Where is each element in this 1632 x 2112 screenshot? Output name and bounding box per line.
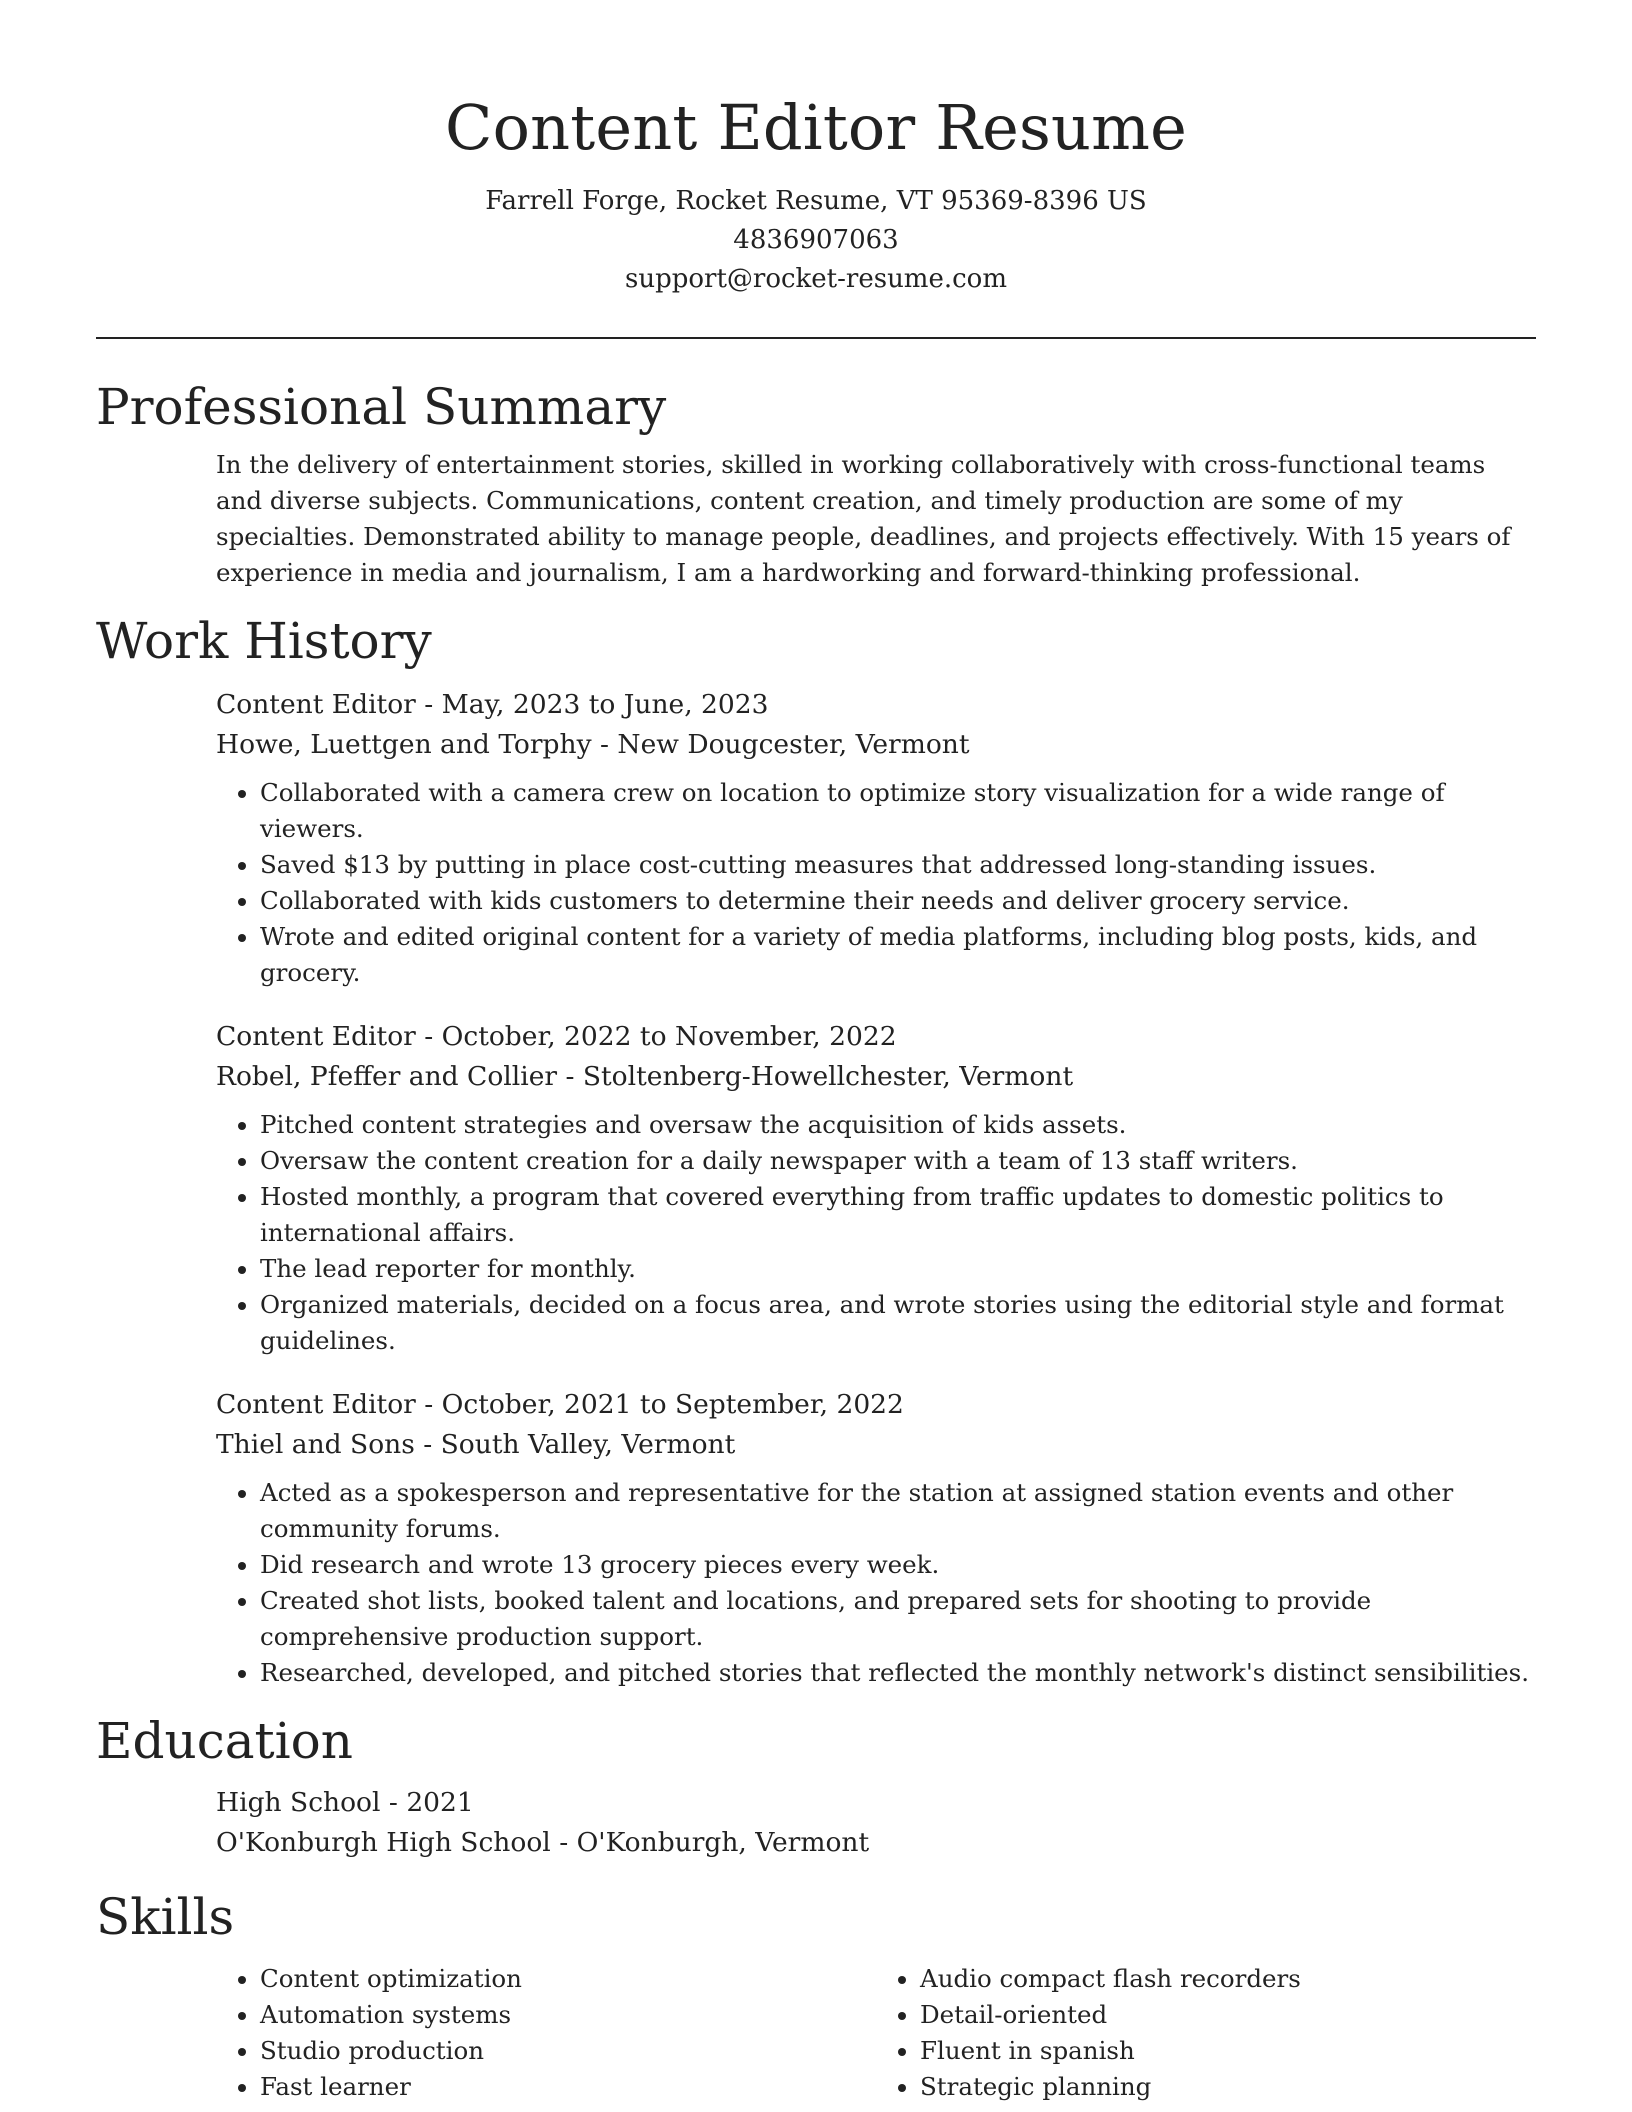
job-location: South Valley, Vermont [440, 1429, 736, 1460]
section-work-history [96, 609, 1536, 1691]
job-entry [216, 1017, 1536, 1359]
section-professional-summary [96, 375, 1536, 591]
section-education [96, 1709, 1536, 1863]
skill-item: • Studio production [260, 2033, 876, 2069]
education-degree: High School [216, 1787, 381, 1818]
job-dates: October, 2022 to November, 2022 [441, 1021, 897, 1052]
job-entry [216, 685, 1536, 991]
job-bullet: • Acted as a spokesperson and representative for the station at assigned station events and other community forums. [260, 1475, 1536, 1547]
section-skills [96, 1885, 1536, 2105]
job-bullet: • Saved $13 by putting in place cost-cutting measures that addressed long-standing issues. [260, 847, 1536, 883]
job-dates: May, 2023 to June, 2023 [441, 689, 769, 720]
section-heading: Work History [96, 612, 432, 670]
job-entry [216, 1385, 1536, 1691]
job-company-line: Thiel and Sons - South Valley, Vermont [216, 1429, 736, 1460]
resume-header [96, 0, 1536, 299]
skill-item: • Fluent in spanish [920, 2033, 1536, 2069]
skills-list-right [876, 1961, 1536, 2105]
job-title: Content Editor [216, 689, 416, 720]
section-heading: Skills [96, 1888, 235, 1946]
job-title: Content Editor [216, 1021, 416, 1052]
job-location: Stoltenberg-Howellchester, Vermont [582, 1061, 1074, 1092]
skill-item: • Content optimization [260, 1961, 876, 1997]
education-year: 2021 [406, 1787, 474, 1818]
contact-email: support@rocket-resume.com [624, 264, 1007, 294]
resume-page [96, 0, 1536, 2105]
job-bullet: • Wrote and edited original content for a variety of media platforms, including blog posts, kids, and grocery. [260, 919, 1536, 991]
header-divider [96, 337, 1536, 339]
skill-item: • Audio compact flash recorders [920, 1961, 1536, 1997]
skill-item: • Strategic planning [920, 2069, 1536, 2105]
skills-list-left [216, 1961, 876, 2105]
job-bullets [216, 1475, 1536, 1691]
summary-text: In the delivery of entertainment stories, skilled in working collaboratively with cross-functional teams and diverse subjects. Communications, content creation, and timely production are some of my specialties. Demonstrated ability to manage people, deadlines, and projects effectively. With 15 years of experience in media and journalism, I am a hardworking and forward-thinking professional. [216, 450, 1511, 587]
skill-item: • Automation systems [260, 1997, 876, 2033]
contact-phone: 4836907063 [733, 225, 899, 255]
education-school: O'Konburgh High School [216, 1827, 551, 1858]
job-bullet: • Organized materials, decided on a focus area, and wrote stories using the editorial style and format guidelines. [260, 1287, 1536, 1359]
skill-item: • Detail-oriented [920, 1997, 1536, 2033]
job-bullet: • Oversaw the content creation for a daily newspaper with a team of 13 staff writers. [260, 1143, 1536, 1179]
job-company-line: Howe, Luettgen and Torphy - New Dougcester, Vermont [216, 729, 970, 760]
job-bullets [216, 775, 1536, 991]
job-company-line: Robel, Pfeffer and Collier - Stoltenberg-Howellchester, Vermont [216, 1061, 1074, 1092]
job-company: Robel, Pfeffer and Collier [216, 1061, 558, 1092]
page-title: Content Editor Resume [444, 91, 1188, 164]
job-title-line: Content Editor - October, 2021 to September, 2022 [216, 1389, 904, 1420]
contact-address: Farrell Forge, Rocket Resume, VT 95369-8396 US [485, 186, 1147, 216]
job-dates: October, 2021 to September, 2022 [441, 1389, 904, 1420]
job-bullet: • Collaborated with kids customers to determine their needs and deliver grocery service. [260, 883, 1536, 919]
job-title-line: Content Editor - May, 2023 to June, 2023 [216, 689, 769, 720]
section-heading: Professional Summary [96, 378, 667, 436]
education-degree-line: High School - 2021 [216, 1787, 474, 1818]
job-bullet: • The lead reporter for monthly. [260, 1251, 1536, 1287]
job-company: Howe, Luettgen and Torphy [216, 729, 592, 760]
job-bullets [216, 1107, 1536, 1359]
education-location: O'Konburgh, Vermont [576, 1827, 870, 1858]
job-company: Thiel and Sons [216, 1429, 415, 1460]
contact-info [96, 182, 1536, 299]
job-title-line: Content Editor - October, 2022 to November, 2022 [216, 1021, 897, 1052]
job-bullet: • Researched, developed, and pitched stories that reflected the monthly network's distinct sensibilities. [260, 1655, 1536, 1691]
education-school-line: O'Konburgh High School - O'Konburgh, Vermont [216, 1827, 870, 1858]
job-bullet: • Did research and wrote 13 grocery pieces every week. [260, 1547, 1536, 1583]
job-bullet: • Collaborated with a camera crew on location to optimize story visualization for a wide range of viewers. [260, 775, 1536, 847]
section-heading: Education [96, 1712, 353, 1770]
job-location: New Dougcester, Vermont [617, 729, 970, 760]
skill-item: • Fast learner [260, 2069, 876, 2105]
job-bullet: • Hosted monthly, a program that covered everything from traffic updates to domestic politics to international affairs. [260, 1179, 1536, 1251]
job-bullet: • Created shot lists, booked talent and locations, and prepared sets for shooting to provide comprehensive production support. [260, 1583, 1536, 1655]
job-title: Content Editor [216, 1389, 416, 1420]
job-bullet: • Pitched content strategies and oversaw the acquisition of kids assets. [260, 1107, 1536, 1143]
